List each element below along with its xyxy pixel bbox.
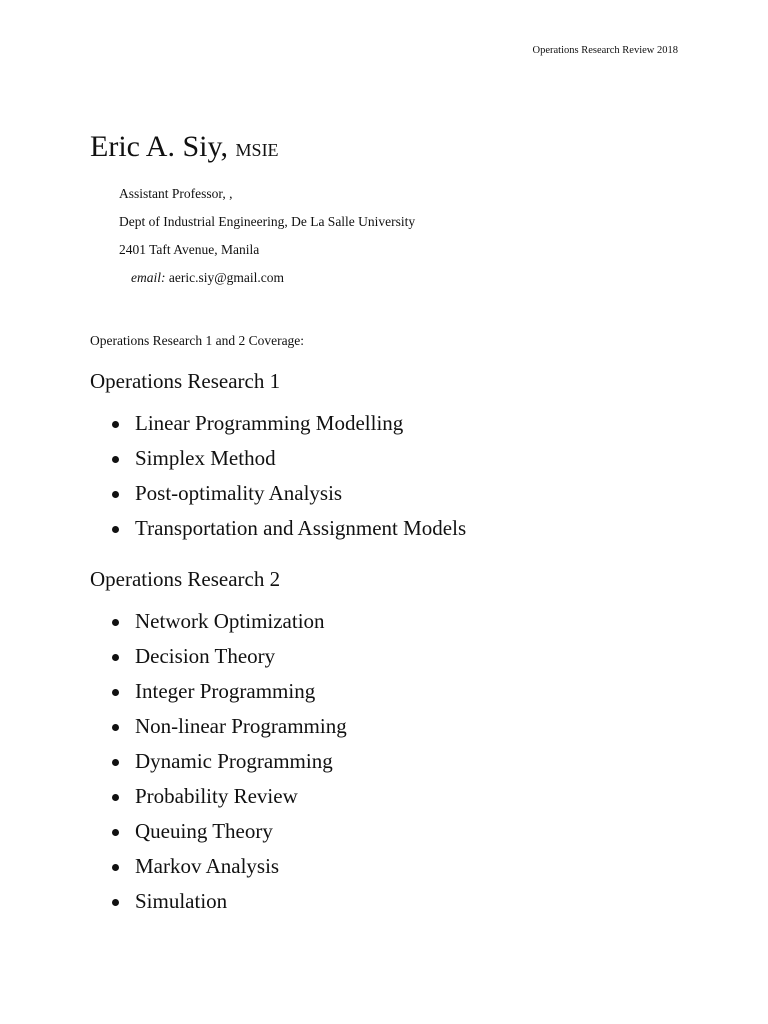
author-block bbox=[90, 128, 279, 169]
topic-text: Transportation and Assignment Models bbox=[135, 516, 467, 540]
list-item bbox=[90, 476, 466, 511]
topic-text: Decision Theory bbox=[135, 644, 276, 668]
topic-text: Integer Programming bbox=[135, 679, 316, 703]
email-line bbox=[119, 264, 415, 292]
section-title: Operations Research 1 bbox=[90, 369, 281, 393]
list-item bbox=[90, 814, 347, 849]
author-department: Dept of Industrial Engineering, De La Salle University bbox=[119, 214, 416, 229]
topic-text: Network Optimization bbox=[135, 609, 325, 633]
topic-text: Linear Programming Modelling bbox=[135, 411, 404, 435]
bullet-icon bbox=[112, 899, 119, 906]
topic-text: Non-linear Programming bbox=[135, 714, 347, 738]
topic-list bbox=[90, 604, 347, 919]
section-or1 bbox=[90, 366, 466, 546]
running-header: Operations Research Review 2018 bbox=[532, 45, 678, 56]
bullet-icon bbox=[112, 526, 119, 533]
section-title: Operations Research 2 bbox=[90, 567, 281, 591]
author-degree: MSIE bbox=[235, 140, 279, 160]
list-item bbox=[90, 744, 347, 779]
bullet-icon bbox=[112, 421, 119, 428]
list-item bbox=[90, 849, 347, 884]
bullet-icon bbox=[112, 759, 119, 766]
coverage-intro: Operations Research 1 and 2 Coverage: bbox=[90, 333, 305, 348]
list-item bbox=[90, 406, 466, 441]
bullet-icon bbox=[112, 654, 119, 661]
list-item bbox=[90, 674, 347, 709]
topic-text: Post-optimality Analysis bbox=[135, 481, 343, 505]
email-address[interactable]: aeric.siy@gmail.com bbox=[168, 270, 285, 285]
author-name-text: Eric A. Siy, bbox=[90, 130, 229, 163]
bullet-icon bbox=[112, 456, 119, 463]
bullet-icon bbox=[112, 619, 119, 626]
author-position: Assistant Professor, , bbox=[119, 186, 233, 201]
bullet-icon bbox=[112, 491, 119, 498]
section-or2 bbox=[90, 564, 347, 919]
topic-text: Simplex Method bbox=[135, 446, 276, 470]
bullet-icon bbox=[112, 689, 119, 696]
bullet-icon bbox=[112, 829, 119, 836]
list-item bbox=[90, 511, 466, 546]
list-item bbox=[90, 639, 347, 674]
list-item bbox=[90, 779, 347, 814]
topic-text: Simulation bbox=[135, 889, 228, 913]
list-item bbox=[90, 709, 347, 744]
list-item bbox=[90, 604, 347, 639]
topic-list bbox=[90, 406, 466, 546]
topic-text: Dynamic Programming bbox=[135, 749, 333, 773]
contact-block bbox=[119, 180, 415, 292]
list-item bbox=[90, 884, 347, 919]
author-name bbox=[90, 128, 279, 169]
email-label: email: bbox=[131, 270, 166, 285]
topic-text: Probability Review bbox=[135, 784, 298, 808]
bullet-icon bbox=[112, 864, 119, 871]
author-address: 2401 Taft Avenue, Manila bbox=[119, 242, 260, 257]
list-item bbox=[90, 441, 466, 476]
topic-text: Queuing Theory bbox=[135, 819, 273, 843]
bullet-icon bbox=[112, 724, 119, 731]
bullet-icon bbox=[112, 794, 119, 801]
topic-text: Markov Analysis bbox=[135, 854, 280, 878]
